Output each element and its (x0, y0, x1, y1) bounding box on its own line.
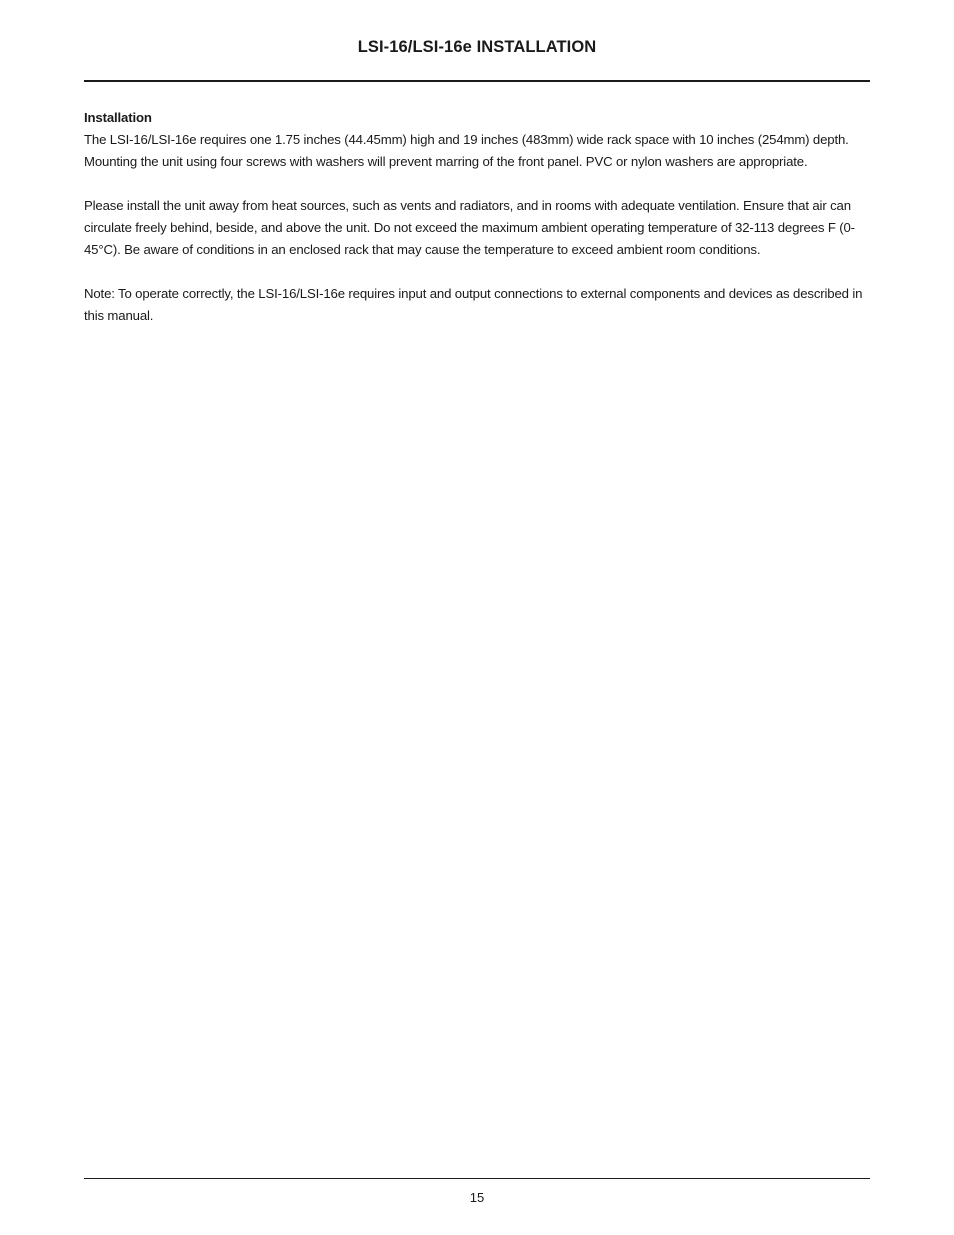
footer-divider (84, 1178, 870, 1179)
page-title: LSI-16/LSI-16e INSTALLATION (357, 38, 597, 56)
page-number: 15 (469, 1190, 485, 1205)
paragraph-rack-space: The LSI-16/LSI-16e requires one 1.75 inches (44.45mm) high and 19 inches (483mm) wide rack space with 10 inches (254mm) depth. Mounting the unit using four screws with washers will prevent marring of the front panel. PVC or nylon washers are appropriate. (84, 132, 849, 169)
section-heading: Installation (84, 110, 152, 125)
paragraph-note: Note: To operate correctly, the LSI-16/LSI-16e requires input and output connections to external components and devices as described in this manual. (84, 286, 863, 323)
paragraph-ventilation: Please install the unit away from heat sources, such as vents and radiators, and in rooms with adequate ventilation. Ensure that air can circulate freely behind, beside, and above the unit. Do not exceed the maximum ambient operating temperature of 32-113 degrees F (0-45°C). Be aware of conditions in an enclosed rack that may cause the temperature to exceed ambient room conditions. (84, 198, 855, 257)
header-divider (84, 80, 870, 82)
document-body (84, 107, 874, 349)
